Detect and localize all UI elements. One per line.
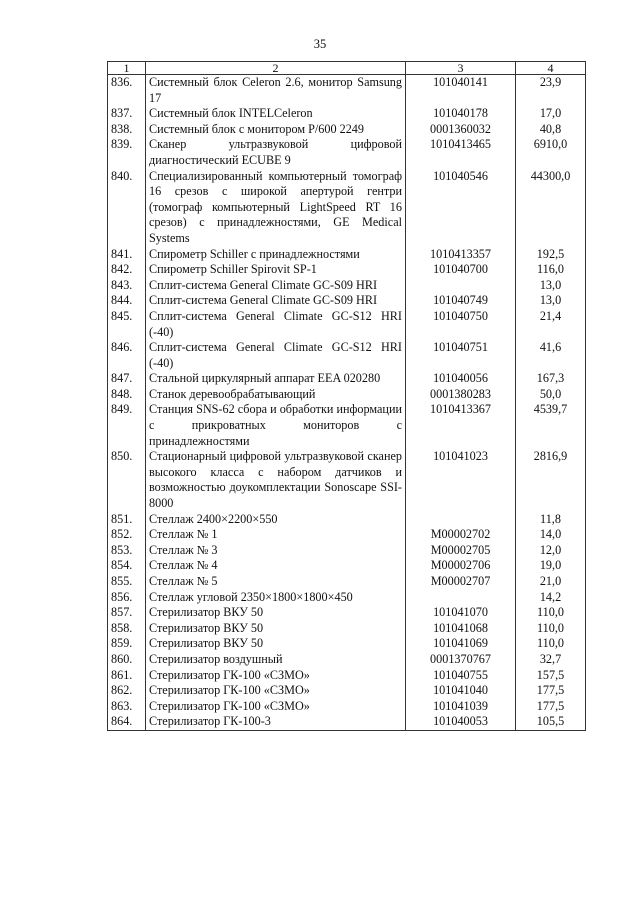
item-name: Сплит-система General Climate GC-S12 HRI (-40) xyxy=(146,309,406,340)
item-value: 11,8 xyxy=(516,512,586,528)
row-number: 844. xyxy=(108,293,146,309)
table-row xyxy=(108,293,586,309)
inventory-number: 101040755 xyxy=(406,668,516,684)
item-value: 12,0 xyxy=(516,543,586,559)
item-name: Стерилизатор ГК-100 «СЗМО» xyxy=(146,683,406,699)
item-value: 110,0 xyxy=(516,605,586,621)
table-row xyxy=(108,543,586,559)
item-name: Системный блок INTELCeleron xyxy=(146,106,406,122)
table-row xyxy=(108,137,586,168)
table-row xyxy=(108,512,586,528)
inventory-number: 101041040 xyxy=(406,683,516,699)
table-row xyxy=(108,605,586,621)
table-row xyxy=(108,387,586,403)
item-value: 19,0 xyxy=(516,558,586,574)
item-value: 13,0 xyxy=(516,278,586,294)
column-header-3: 3 xyxy=(406,62,516,75)
table-row xyxy=(108,278,586,294)
item-name: Сплит-система General Climate GC-S09 HRI xyxy=(146,278,406,294)
item-name: Стерилизатор ГК-100 «СЗМО» xyxy=(146,668,406,684)
inventory-number: 1010413367 xyxy=(406,402,516,449)
item-name: Стерилизатор ВКУ 50 xyxy=(146,636,406,652)
table-row xyxy=(108,75,586,107)
item-value: 32,7 xyxy=(516,652,586,668)
inventory-number: 101040749 xyxy=(406,293,516,309)
item-name: Стационарный цифровой ультразвуковой сканер высокого класса с набором датчиков и возможностью доукомплектации Sonoscape SSI-8000 xyxy=(146,449,406,511)
row-number: 861. xyxy=(108,668,146,684)
row-number: 851. xyxy=(108,512,146,528)
item-name: Стеллаж 2400×2200×550 xyxy=(146,512,406,528)
inventory-number: 101040053 xyxy=(406,714,516,730)
row-number: 850. xyxy=(108,449,146,511)
row-number: 840. xyxy=(108,169,146,247)
item-value: 14,2 xyxy=(516,590,586,606)
item-name: Станция SNS-62 сбора и обработки информации с прикроватных мониторов с принадлежностями xyxy=(146,402,406,449)
row-number: 860. xyxy=(108,652,146,668)
item-value: 23,9 xyxy=(516,75,586,107)
table-row xyxy=(108,652,586,668)
item-value: 44300,0 xyxy=(516,169,586,247)
inventory-number: 0001380283 xyxy=(406,387,516,403)
inventory-number: 101040178 xyxy=(406,106,516,122)
row-number: 843. xyxy=(108,278,146,294)
inventory-number: 101040141 xyxy=(406,75,516,107)
inventory-number: 101041068 xyxy=(406,621,516,637)
inventory-number: 1010413357 xyxy=(406,247,516,263)
table-row xyxy=(108,590,586,606)
inventory-number: 101041069 xyxy=(406,636,516,652)
row-number: 848. xyxy=(108,387,146,403)
item-value: 177,5 xyxy=(516,683,586,699)
row-number: 836. xyxy=(108,75,146,107)
item-name: Стерилизатор ВКУ 50 xyxy=(146,621,406,637)
item-name: Стерилизатор ВКУ 50 xyxy=(146,605,406,621)
table-row xyxy=(108,402,586,449)
inventory-number: М00002702 xyxy=(406,527,516,543)
item-name: Стерилизатор ГК-100-3 xyxy=(146,714,406,730)
inventory-number: 101041039 xyxy=(406,699,516,715)
table-row xyxy=(108,122,586,138)
item-value: 110,0 xyxy=(516,636,586,652)
table-row xyxy=(108,169,586,247)
inventory-number: 0001360032 xyxy=(406,122,516,138)
item-name: Стеллаж угловой 2350×1800×1800×450 xyxy=(146,590,406,606)
row-number: 841. xyxy=(108,247,146,263)
item-value: 41,6 xyxy=(516,340,586,371)
inventory-table xyxy=(107,61,586,731)
item-value: 105,5 xyxy=(516,714,586,730)
inventory-number: 0001370767 xyxy=(406,652,516,668)
item-name: Стеллаж № 5 xyxy=(146,574,406,590)
row-number: 854. xyxy=(108,558,146,574)
item-value: 167,3 xyxy=(516,371,586,387)
row-number: 845. xyxy=(108,309,146,340)
inventory-number: 101040750 xyxy=(406,309,516,340)
row-number: 855. xyxy=(108,574,146,590)
item-name: Стерилизатор ГК-100 «СЗМО» xyxy=(146,699,406,715)
inventory-number: 101040056 xyxy=(406,371,516,387)
inventory-number xyxy=(406,512,516,528)
table-row xyxy=(108,683,586,699)
inventory-number xyxy=(406,278,516,294)
table-row xyxy=(108,262,586,278)
item-value: 2816,9 xyxy=(516,449,586,511)
inventory-number: 101040546 xyxy=(406,169,516,247)
table-row xyxy=(108,106,586,122)
table-row xyxy=(108,636,586,652)
row-number: 853. xyxy=(108,543,146,559)
table-row xyxy=(108,340,586,371)
row-number: 863. xyxy=(108,699,146,715)
item-name: Стальной циркулярный аппарат EEA 020280 xyxy=(146,371,406,387)
table-header xyxy=(108,62,586,75)
table-row xyxy=(108,558,586,574)
table-body xyxy=(108,75,586,731)
inventory-number: 101040751 xyxy=(406,340,516,371)
item-name: Специализированный компьютерный томограф 16 срезов с широкой апертурой гентри (томограф компьютерный LightSpeed RT 16 срезов) с принадлежностями, GE Medical Systems xyxy=(146,169,406,247)
item-name: Стеллаж № 3 xyxy=(146,543,406,559)
row-number: 837. xyxy=(108,106,146,122)
row-number: 856. xyxy=(108,590,146,606)
table-row xyxy=(108,699,586,715)
row-number: 839. xyxy=(108,137,146,168)
row-number: 857. xyxy=(108,605,146,621)
table-row xyxy=(108,668,586,684)
row-number: 864. xyxy=(108,714,146,730)
column-header-4: 4 xyxy=(516,62,586,75)
item-value: 21,4 xyxy=(516,309,586,340)
item-name: Стерилизатор воздушный xyxy=(146,652,406,668)
column-header-1: 1 xyxy=(108,62,146,75)
item-value: 14,0 xyxy=(516,527,586,543)
inventory-number: 101041070 xyxy=(406,605,516,621)
item-value: 157,5 xyxy=(516,668,586,684)
inventory-number: М00002707 xyxy=(406,574,516,590)
row-number: 847. xyxy=(108,371,146,387)
page-number: 35 xyxy=(313,37,327,51)
item-name: Сканер ультразвуковой цифровой диагностический ECUBE 9 xyxy=(146,137,406,168)
row-number: 849. xyxy=(108,402,146,449)
item-name: Сплит-система General Climate GC-S09 HRI xyxy=(146,293,406,309)
table-row xyxy=(108,371,586,387)
item-value: 6910,0 xyxy=(516,137,586,168)
item-name: Стеллаж № 1 xyxy=(146,527,406,543)
inventory-number: М00002705 xyxy=(406,543,516,559)
item-value: 13,0 xyxy=(516,293,586,309)
inventory-number: 1010413465 xyxy=(406,137,516,168)
row-number: 852. xyxy=(108,527,146,543)
table-row xyxy=(108,309,586,340)
item-name: Сплит-система General Climate GC-S12 HRI (-40) xyxy=(146,340,406,371)
item-value: 40,8 xyxy=(516,122,586,138)
inventory-number: 101041023 xyxy=(406,449,516,511)
inventory-number xyxy=(406,590,516,606)
inventory-number: 101040700 xyxy=(406,262,516,278)
table-row xyxy=(108,574,586,590)
row-number: 858. xyxy=(108,621,146,637)
item-value: 21,0 xyxy=(516,574,586,590)
item-name: Спирометр Schiller с принадлежностями xyxy=(146,247,406,263)
item-value: 17,0 xyxy=(516,106,586,122)
inventory-number: М00002706 xyxy=(406,558,516,574)
table-row xyxy=(108,714,586,730)
row-number: 838. xyxy=(108,122,146,138)
item-value: 4539,7 xyxy=(516,402,586,449)
row-number: 846. xyxy=(108,340,146,371)
row-number: 859. xyxy=(108,636,146,652)
item-value: 192,5 xyxy=(516,247,586,263)
row-number: 842. xyxy=(108,262,146,278)
item-value: 50,0 xyxy=(516,387,586,403)
item-value: 177,5 xyxy=(516,699,586,715)
item-name: Спирометр Schiller Spirovit SP-1 xyxy=(146,262,406,278)
table-row xyxy=(108,247,586,263)
item-name: Станок деревообрабатывающий xyxy=(146,387,406,403)
column-header-2: 2 xyxy=(146,62,406,75)
table-row xyxy=(108,621,586,637)
item-value: 110,0 xyxy=(516,621,586,637)
table-row xyxy=(108,449,586,511)
item-value: 116,0 xyxy=(516,262,586,278)
item-name: Стеллаж № 4 xyxy=(146,558,406,574)
item-name: Системный блок Celeron 2.6, монитор Samsung 17 xyxy=(146,75,406,107)
row-number: 862. xyxy=(108,683,146,699)
table-row xyxy=(108,527,586,543)
header-row xyxy=(108,62,586,75)
item-name: Системный блок с монитором Р/600 2249 xyxy=(146,122,406,138)
